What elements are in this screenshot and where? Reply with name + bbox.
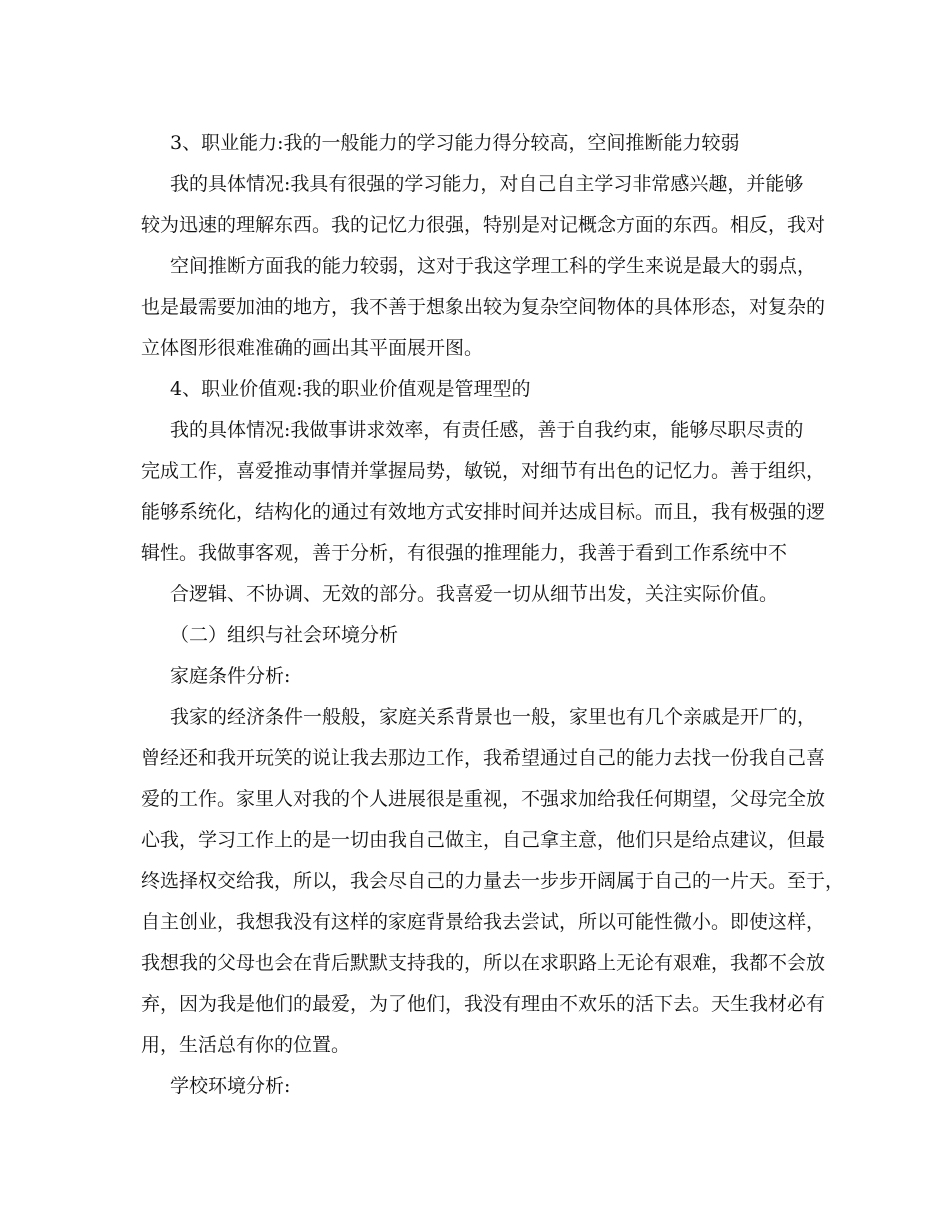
paragraph-line: 我的具体情况:我做事讲求效率，有责任感，善于自我约束，能够尽职尽责的: [170, 419, 804, 441]
paragraph-line: 心我，学习工作上的是一切由我自己做主，自己拿主意，他们只是给点建议，但最: [141, 829, 826, 851]
section-heading-environment: （二）组织与社会环境分析: [170, 624, 399, 646]
paragraph-line: 能够系统化，结构化的通过有效地方式安排时间并达成目标。而且，我有极强的逻: [141, 501, 826, 523]
heading-career-values: 4、职业价值观:我的职业价值观是管理型的: [170, 378, 531, 400]
paragraph-line: 终选择权交给我，所以，我会尽自己的力量去一步步开阔属于自己的一片天。至于，: [141, 870, 845, 892]
paragraph-line: 也是最需要加油的地方，我不善于想象出较为复杂空间物体的具体形态，对复杂的: [141, 296, 826, 318]
paragraph-line: 辑性。我做事客观，善于分析，有很强的推理能力，我善于看到工作系统中不: [141, 542, 788, 564]
paragraph-line: 合逻辑、不协调、无效的部分。我喜爱一切从细节出发，关注实际价值。: [170, 583, 779, 605]
paragraph-line: 我的具体情况:我具有很强的学习能力，对自己自主学习非常感兴趣，并能够: [170, 173, 804, 195]
paragraph-line: 我家的经济条件一般般，家庭关系背景也一般，家里也有几个亲戚是开厂的，: [170, 706, 817, 728]
heading-career-ability: 3、职业能力:我的一般能力的学习能力得分较高，空间推断能力较弱: [170, 132, 740, 154]
subheading-school: 学校环境分析:: [170, 1075, 291, 1097]
paragraph-line: 曾经还和我开玩笑的说让我去那边工作，我希望通过自己的能力去找一份我自己喜: [141, 747, 826, 769]
paragraph-line: 用，生活总有你的位置。: [141, 1034, 351, 1056]
paragraph-line: 弃，因为我是他们的最爱，为了他们，我没有理由不欢乐的活下去。天生我材必有: [141, 993, 826, 1015]
paragraph-line: 空间推断方面我的能力较弱，这对于我这学理工科的学生来说是最大的弱点，: [170, 255, 817, 277]
paragraph-line: 较为迅速的理解东西。我的记忆力很强，特别是对记概念方面的东西。相反，我对: [141, 214, 826, 236]
paragraph-line: 自主创业，我想我没有这样的家庭背景给我去尝试，所以可能性微小。即使这样，: [141, 911, 826, 933]
paragraph-line: 完成工作，喜爱推动事情并掌握局势，敏锐，对细节有出色的记忆力。善于组织，: [141, 460, 826, 482]
subheading-family: 家庭条件分析:: [170, 665, 291, 687]
paragraph-line: 立体图形很难准确的画出其平面展开图。: [141, 337, 484, 359]
paragraph-line: 爱的工作。家里人对我的个人进展很是重视，不强求加给我任何期望，父母完全放: [141, 788, 826, 810]
paragraph-line: 我想我的父母也会在背后默默支持我的，所以在求职路上无论有艰难，我都不会放: [141, 952, 826, 974]
